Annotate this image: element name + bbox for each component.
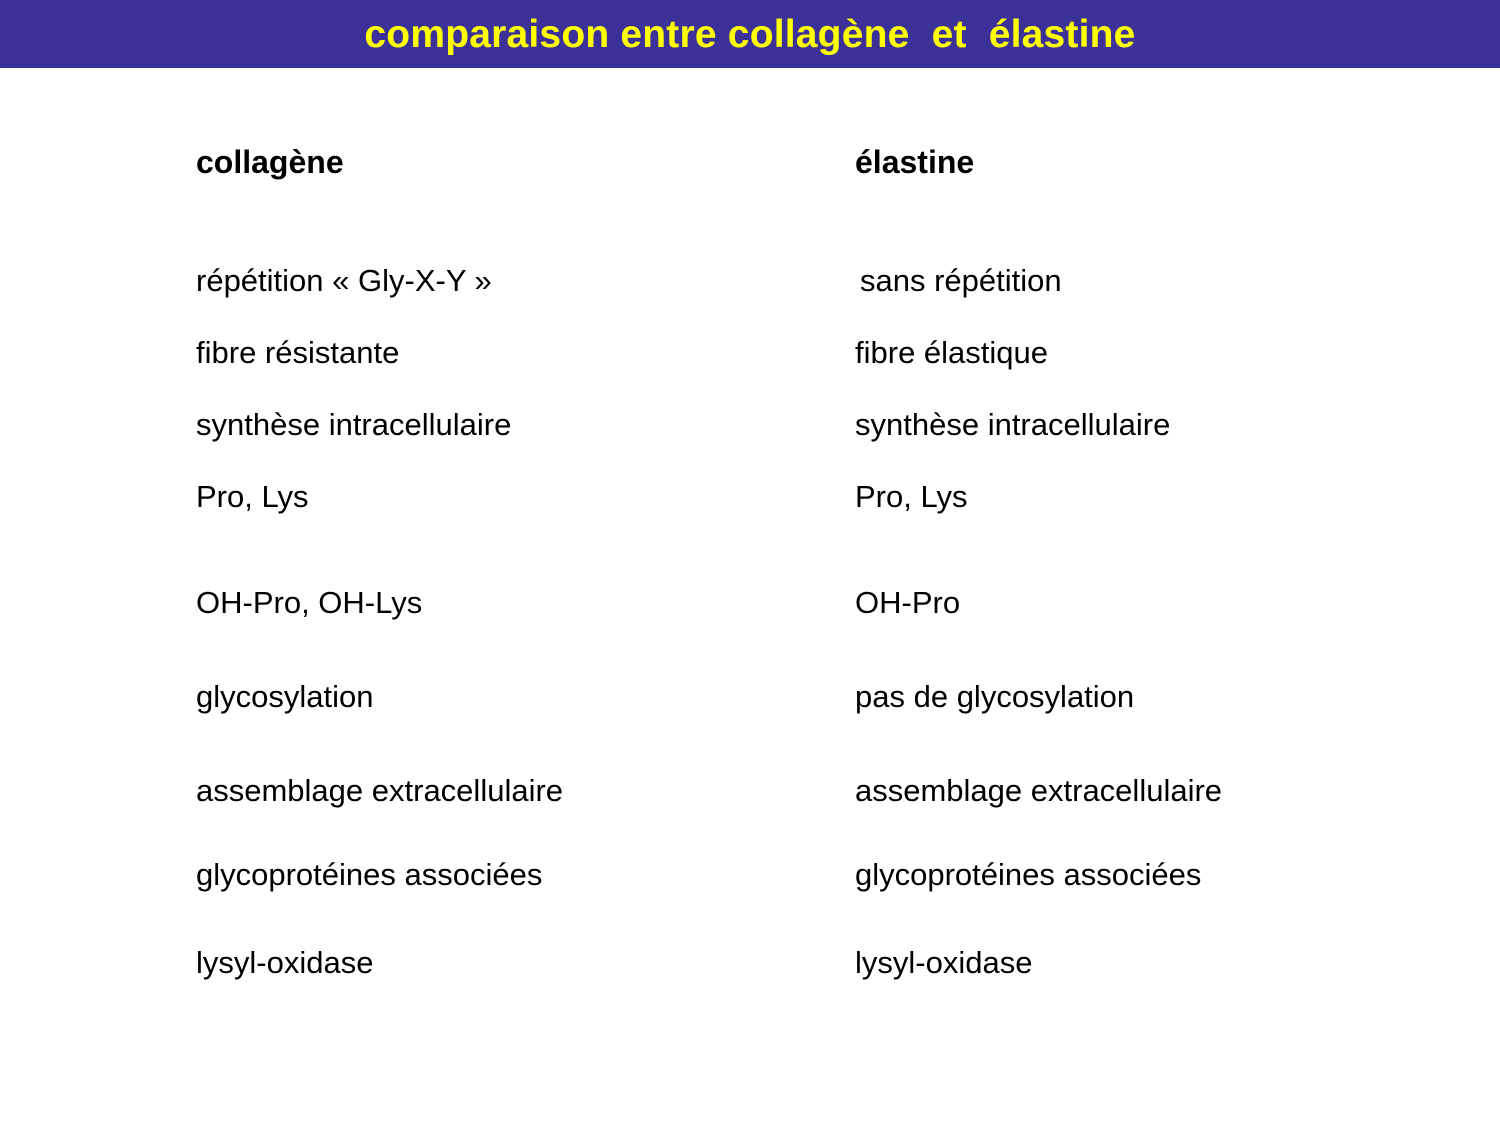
page-title: comparaison entre collagène et élastine bbox=[364, 12, 1136, 56]
list-item: fibre élastique bbox=[855, 335, 1049, 370]
column-heading-elastine: élastine bbox=[855, 144, 975, 180]
list-item: glycoprotéines associées bbox=[196, 857, 543, 892]
list-item: synthèse intracellulaire bbox=[855, 407, 1171, 442]
column-heading-collagene: collagène bbox=[196, 144, 344, 180]
list-item: assemblage extracellulaire bbox=[196, 773, 564, 808]
list-item: OH-Pro bbox=[855, 585, 961, 620]
list-item: Pro, Lys bbox=[196, 479, 309, 514]
list-item: pas de glycosylation bbox=[855, 679, 1135, 714]
list-item: lysyl-oxidase bbox=[855, 945, 1033, 980]
slide-content bbox=[0, 68, 1500, 1125]
slide-title-bar bbox=[0, 0, 1500, 68]
list-item: sans répétition bbox=[860, 263, 1062, 298]
list-item: glycoprotéines associées bbox=[855, 857, 1202, 892]
list-item: répétition « Gly-X-Y » bbox=[196, 263, 492, 298]
list-item: synthèse intracellulaire bbox=[196, 407, 512, 442]
list-item: Pro, Lys bbox=[855, 479, 968, 514]
list-item: fibre résistante bbox=[196, 335, 400, 370]
list-item: lysyl-oxidase bbox=[196, 945, 374, 980]
list-item: glycosylation bbox=[196, 679, 374, 714]
list-item: OH-Pro, OH-Lys bbox=[196, 585, 423, 620]
list-item: assemblage extracellulaire bbox=[855, 773, 1223, 808]
